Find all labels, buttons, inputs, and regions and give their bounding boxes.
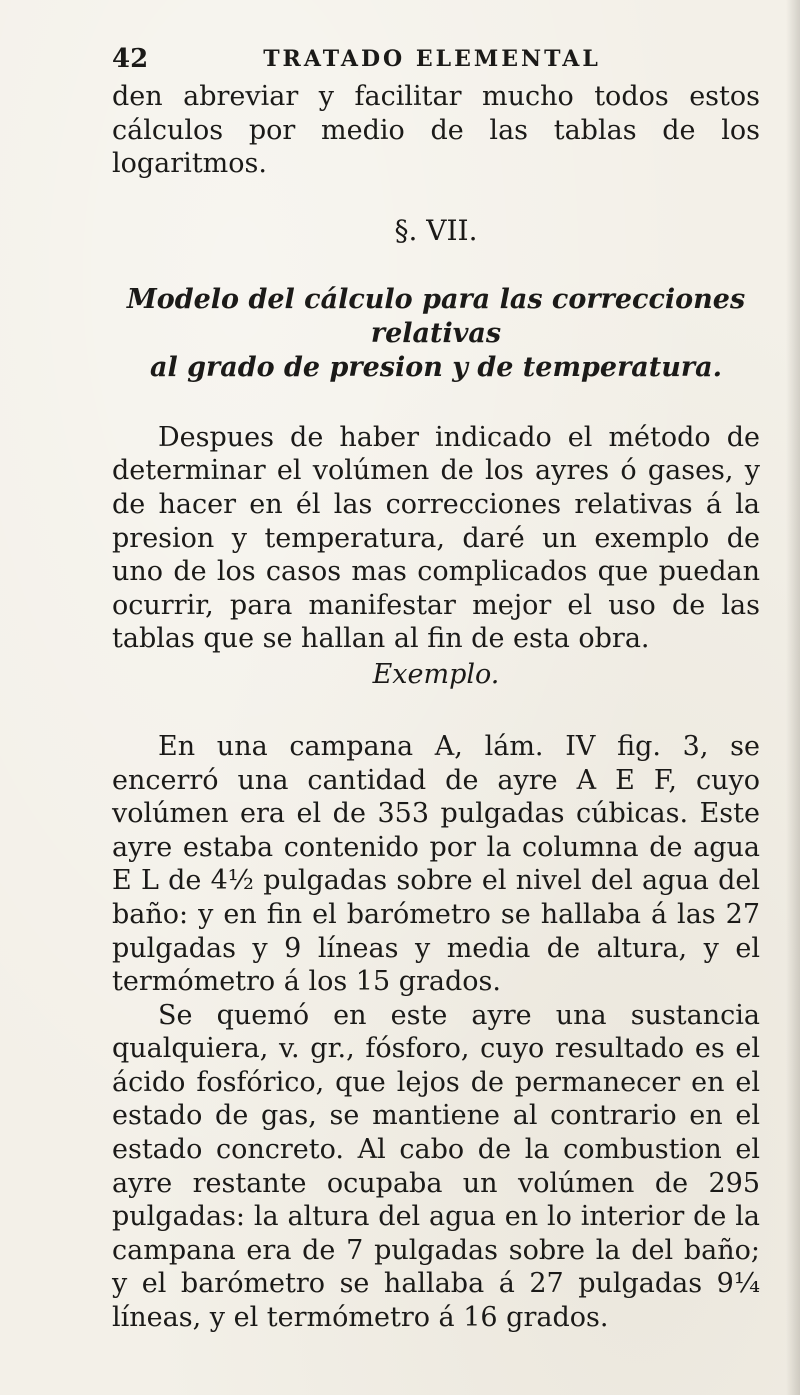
running-head: TRATADO ELEMENTAL xyxy=(263,46,601,72)
example-heading: Exemplo. xyxy=(372,658,500,690)
section-title-line-2: al grado de presion y de temperatura. xyxy=(149,351,723,383)
paragraph-method: Despues de haber indicado el método de determinar el volúmen de los ayres ó gases, y de hacer en él las correcciones relativas á la presion y temperatura, daré un exemplo de uno de los casos mas complicados que puedan ocurrir, para manifestar mejor el uso de las tablas que se hallan al fin de esta obra. xyxy=(112,421,760,655)
paragraph-example-setup: En una campana A, lám. IV fig. 3, se encerró una cantidad de ayre A E F, cuyo volúmen era el de 353 pulgadas cúbicas. Este ayre estaba contenido por la columna de agua E L de 4½ pulgadas sobre el nivel del agua del baño: y en fin el barómetro se hallaba á las 27 pulgadas y 9 líneas y media de altura, y el termómetro á los 15 grados. xyxy=(112,730,760,998)
page-number: 42 xyxy=(112,44,149,74)
section-title-line-1: Modelo del cálculo para las correcciones relativas xyxy=(126,283,746,349)
paragraph-example-combustion: Se quemó en este ayre una sustancia qualquiera, v. gr., fósforo, cuyo resultado es el ácido fosfórico, que lejos de permanecer en el estado de gas, se mantiene al contrario en el estado concreto. Al cabo de la combustion el ayre restante ocupaba un volúmen de 295 pulgadas: la altura del agua en lo interior de la campana era de 7 pulgadas sobre la del baño; y el barómetro se hallaba á 27 pulgadas 9¼ líneas, y el termómetro á 16 grados. xyxy=(112,999,760,1334)
page-body xyxy=(112,80,760,1335)
continued-paragraph: den abreviar y facilitar mucho todos estos cálculos por medio de las tablas de los logaritmos. xyxy=(112,81,760,180)
spacer xyxy=(112,385,760,421)
page-header xyxy=(112,44,752,84)
page-edge-shadow xyxy=(786,0,800,1395)
section-number: §. VII. xyxy=(394,213,478,247)
section-title xyxy=(112,283,760,385)
